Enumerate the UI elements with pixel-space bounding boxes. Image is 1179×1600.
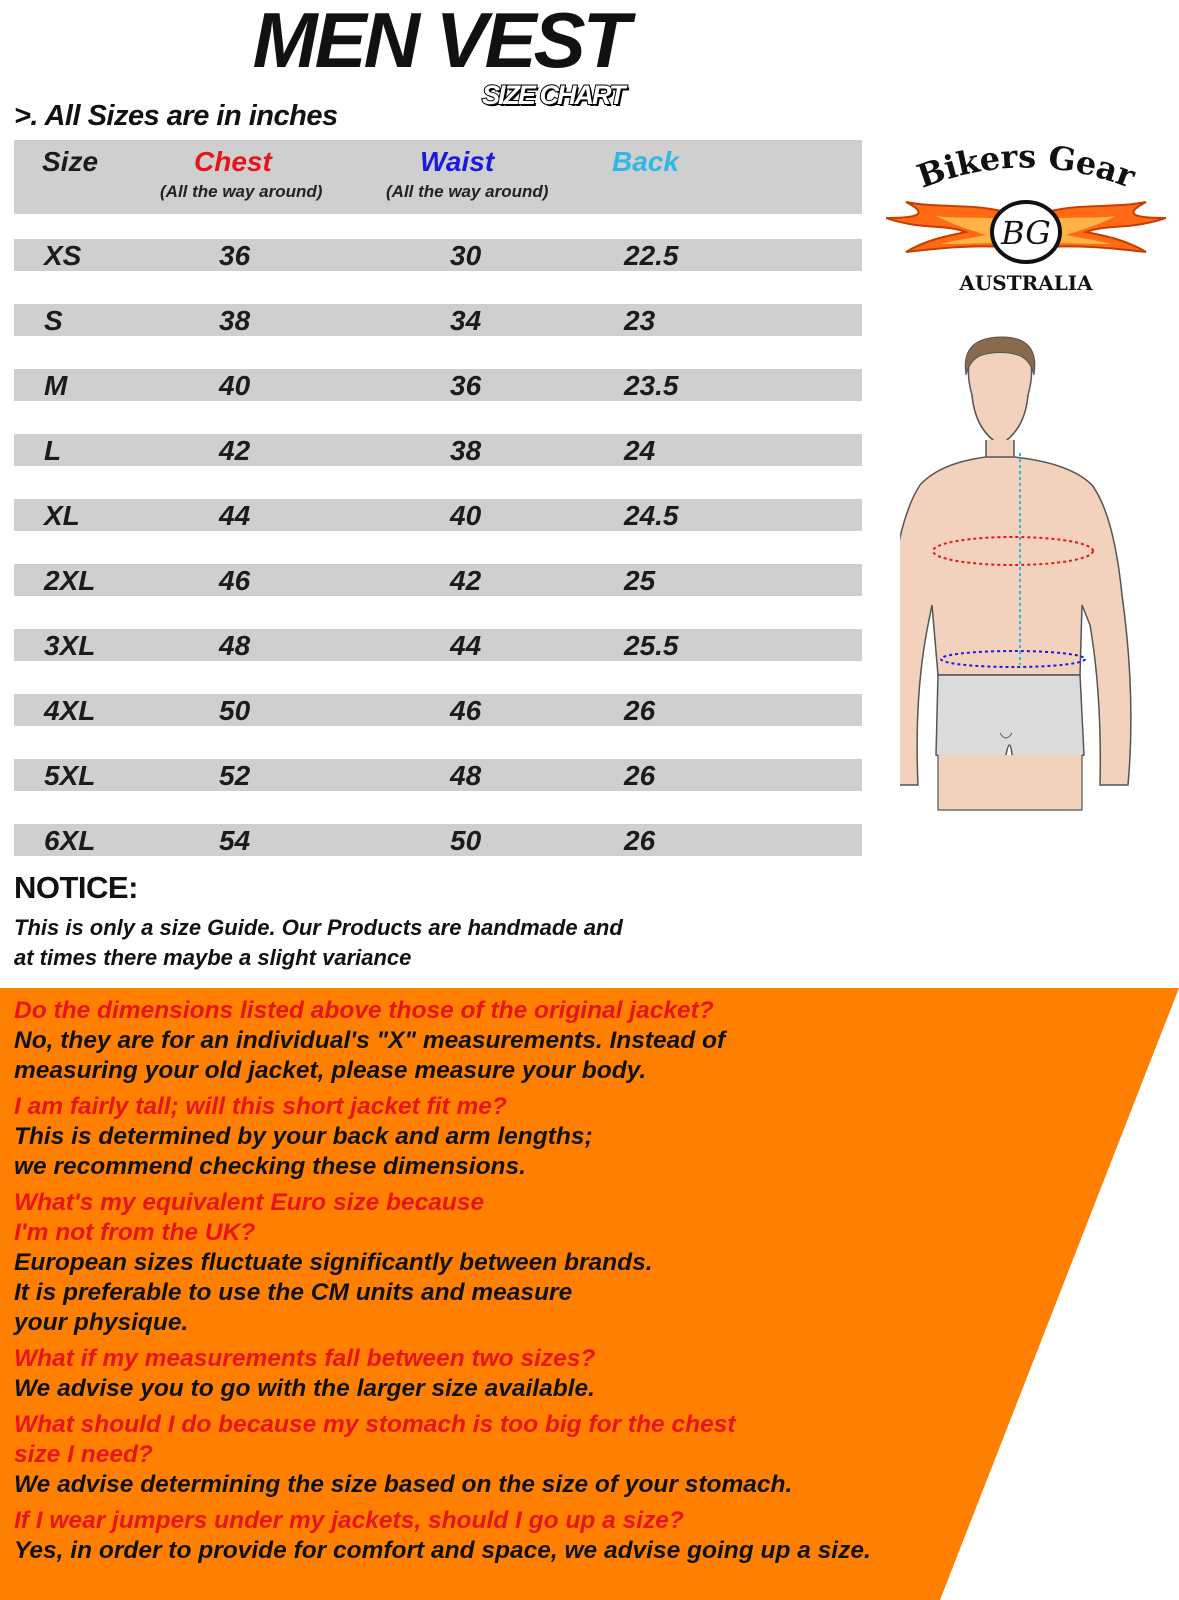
notice-line-1: This is only a size Guide. Our Products are handmade and xyxy=(14,915,623,940)
cell-chest: 38 xyxy=(219,305,251,336)
cell-back: 26 xyxy=(624,760,656,791)
faq-item xyxy=(14,996,994,1086)
cell-chest: 50 xyxy=(219,695,251,726)
faq-item xyxy=(14,1344,994,1404)
faq-answer: Yes, in order to provide for comfort and space, we advise going up a size. xyxy=(14,1537,871,1564)
table-row xyxy=(14,499,862,531)
cell-waist: 34 xyxy=(450,305,482,336)
faq-answer: We advise you to go with the larger size available. xyxy=(14,1375,595,1402)
page-subtitle: SIZE CHART xyxy=(482,80,624,110)
faq-item xyxy=(14,1506,994,1566)
header-size: Size xyxy=(42,146,99,177)
cell-waist: 50 xyxy=(450,825,482,856)
logo-monogram: BG xyxy=(1001,214,1051,252)
cell-chest: 36 xyxy=(219,240,251,271)
cell-size: XL xyxy=(44,500,80,531)
cell-chest: 54 xyxy=(219,825,251,856)
faq-question: If I wear jumpers under my jackets, should I go up a size? xyxy=(14,1507,684,1534)
cell-waist: 40 xyxy=(450,500,482,531)
cell-back: 25.5 xyxy=(624,630,679,661)
cell-back: 23.5 xyxy=(624,370,679,401)
header-waist-note: (All the way around) xyxy=(386,182,549,201)
table-row xyxy=(14,239,862,271)
cell-waist: 44 xyxy=(450,630,482,661)
table-row xyxy=(14,304,862,336)
notice-line-2: at times there maybe a slight variance xyxy=(14,945,412,970)
notice-heading: NOTICE: xyxy=(14,870,138,905)
notice-text xyxy=(14,913,714,973)
faq-item xyxy=(14,1410,994,1500)
page-title: MEN VEST xyxy=(252,0,628,84)
cell-size: 3XL xyxy=(44,630,96,661)
cell-size: 5XL xyxy=(44,760,96,791)
faq-question: What's my equivalent Euro size because I'm not from the UK? xyxy=(14,1189,485,1246)
table-row xyxy=(14,629,862,661)
cell-waist: 42 xyxy=(450,565,482,596)
faq-question: What if my measurements fall between two sizes? xyxy=(14,1345,596,1372)
units-note: >. All Sizes are in inches xyxy=(14,100,338,132)
cell-waist: 46 xyxy=(450,695,482,726)
cell-waist: 30 xyxy=(450,240,482,271)
cell-size: 6XL xyxy=(44,825,96,856)
table-header xyxy=(14,140,862,214)
cell-chest: 48 xyxy=(219,630,251,661)
header-chest: Chest xyxy=(194,146,272,177)
cell-back: 24 xyxy=(624,435,656,466)
cell-chest: 42 xyxy=(219,435,251,466)
man-figure-icon xyxy=(900,337,1131,810)
cell-back: 23 xyxy=(624,305,656,336)
faq-answer: European sizes fluctuate significantly between brands. It is preferable to use the CM units and measure your physique. xyxy=(14,1249,653,1336)
cell-back: 24.5 xyxy=(624,500,679,531)
logo-bottom-text: AUSTRALIA xyxy=(959,271,1093,295)
cell-waist: 48 xyxy=(450,760,482,791)
table-row xyxy=(14,369,862,401)
cell-chest: 40 xyxy=(219,370,251,401)
faq-answer: This is determined by your back and arm lengths; we recommend checking these dimensions. xyxy=(14,1123,593,1180)
cell-size: 2XL xyxy=(44,565,96,596)
faq-answer: No, they are for an individual's "X" measurements. Instead of measuring your old jacket, please measure your body. xyxy=(14,1027,726,1084)
cell-size: L xyxy=(44,435,62,466)
body-measurement-illustration xyxy=(900,335,1170,830)
faq-item xyxy=(14,1092,994,1182)
table-row xyxy=(14,824,862,856)
cell-back: 22.5 xyxy=(624,240,679,271)
table-row xyxy=(14,759,862,791)
cell-waist: 38 xyxy=(450,435,482,466)
table-row xyxy=(14,694,862,726)
cell-waist: 36 xyxy=(450,370,482,401)
table-row xyxy=(14,564,862,596)
faq-section xyxy=(14,996,994,1572)
header-back: Back xyxy=(612,146,679,177)
cell-chest: 44 xyxy=(219,500,251,531)
cell-size: S xyxy=(44,305,63,336)
cell-size: XS xyxy=(44,240,82,271)
cell-back: 26 xyxy=(624,695,656,726)
cell-chest: 46 xyxy=(219,565,251,596)
cell-size: 4XL xyxy=(44,695,96,726)
faq-question: What should I do because my stomach is too big for the chest size I need? xyxy=(14,1411,736,1468)
logo-top-text: Bikers Gear xyxy=(912,140,1141,196)
faq-question: I am fairly tall; will this short jacket fit me? xyxy=(14,1093,507,1120)
cell-back: 25 xyxy=(624,565,656,596)
faq-item xyxy=(14,1188,994,1338)
header-waist: Waist xyxy=(420,146,495,177)
table-row xyxy=(14,434,862,466)
cell-size: M xyxy=(44,370,68,401)
bikers-gear-logo xyxy=(886,140,1166,300)
header-chest-note: (All the way around) xyxy=(160,182,323,201)
faq-answer: We advise determining the size based on the size of your stomach. xyxy=(14,1471,793,1498)
cell-back: 26 xyxy=(624,825,656,856)
faq-question: Do the dimensions listed above those of the original jacket? xyxy=(14,997,714,1024)
cell-chest: 52 xyxy=(219,760,251,791)
